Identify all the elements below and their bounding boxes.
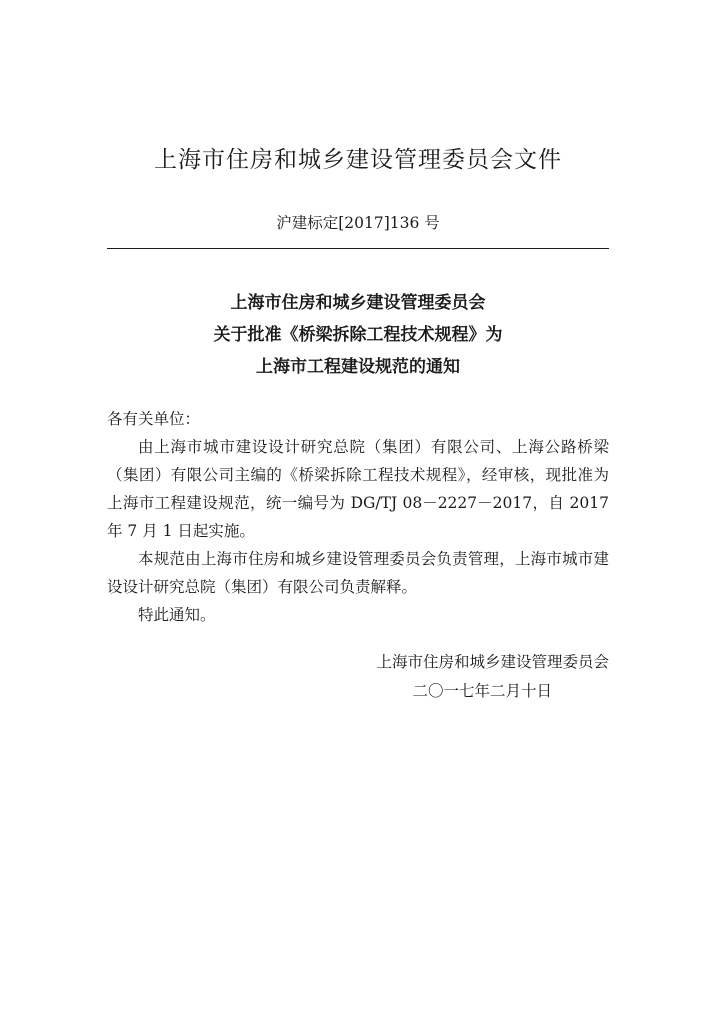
notice-title (0, 287, 716, 383)
document-number: 沪建标定[2017]136 号 (276, 214, 440, 232)
issuer-header-title: 上海市住房和城乡建设管理委员会文件 (154, 147, 562, 173)
notice-body (107, 405, 609, 629)
signature-block (300, 648, 609, 706)
header-divider (107, 248, 609, 249)
signature-issuer: 上海市住房和城乡建设管理委员会 (376, 653, 609, 671)
title-line: 上海市住房和城乡建设管理委员会 (230, 293, 486, 313)
title-line: 上海市工程建设规范的通知 (256, 357, 460, 377)
title-line: 关于批准《桥梁拆除工程技术规程》为 (213, 325, 503, 345)
body-paragraph: 本规范由上海市住房和城乡建设管理委员会负责管理，上海市城市建设设计研究总院（集团）有限公司负责解释。 (107, 550, 609, 596)
body-paragraph: 由上海市城市建设设计研究总院（集团）有限公司、上海公路桥梁（集团）有限公司主编的《桥梁拆除工程技术规程》，经审核，现批准为上海市工程建设规范，统一编号为 DG/TJ 08－2227－2017，自 2017 年 7 月 1 日起实施。 (107, 438, 609, 540)
salutation: 各有关单位： (107, 410, 201, 428)
closing-remark: 特此通知。 (138, 606, 216, 624)
signature-date: 二〇一七年二月十日 (412, 682, 552, 700)
